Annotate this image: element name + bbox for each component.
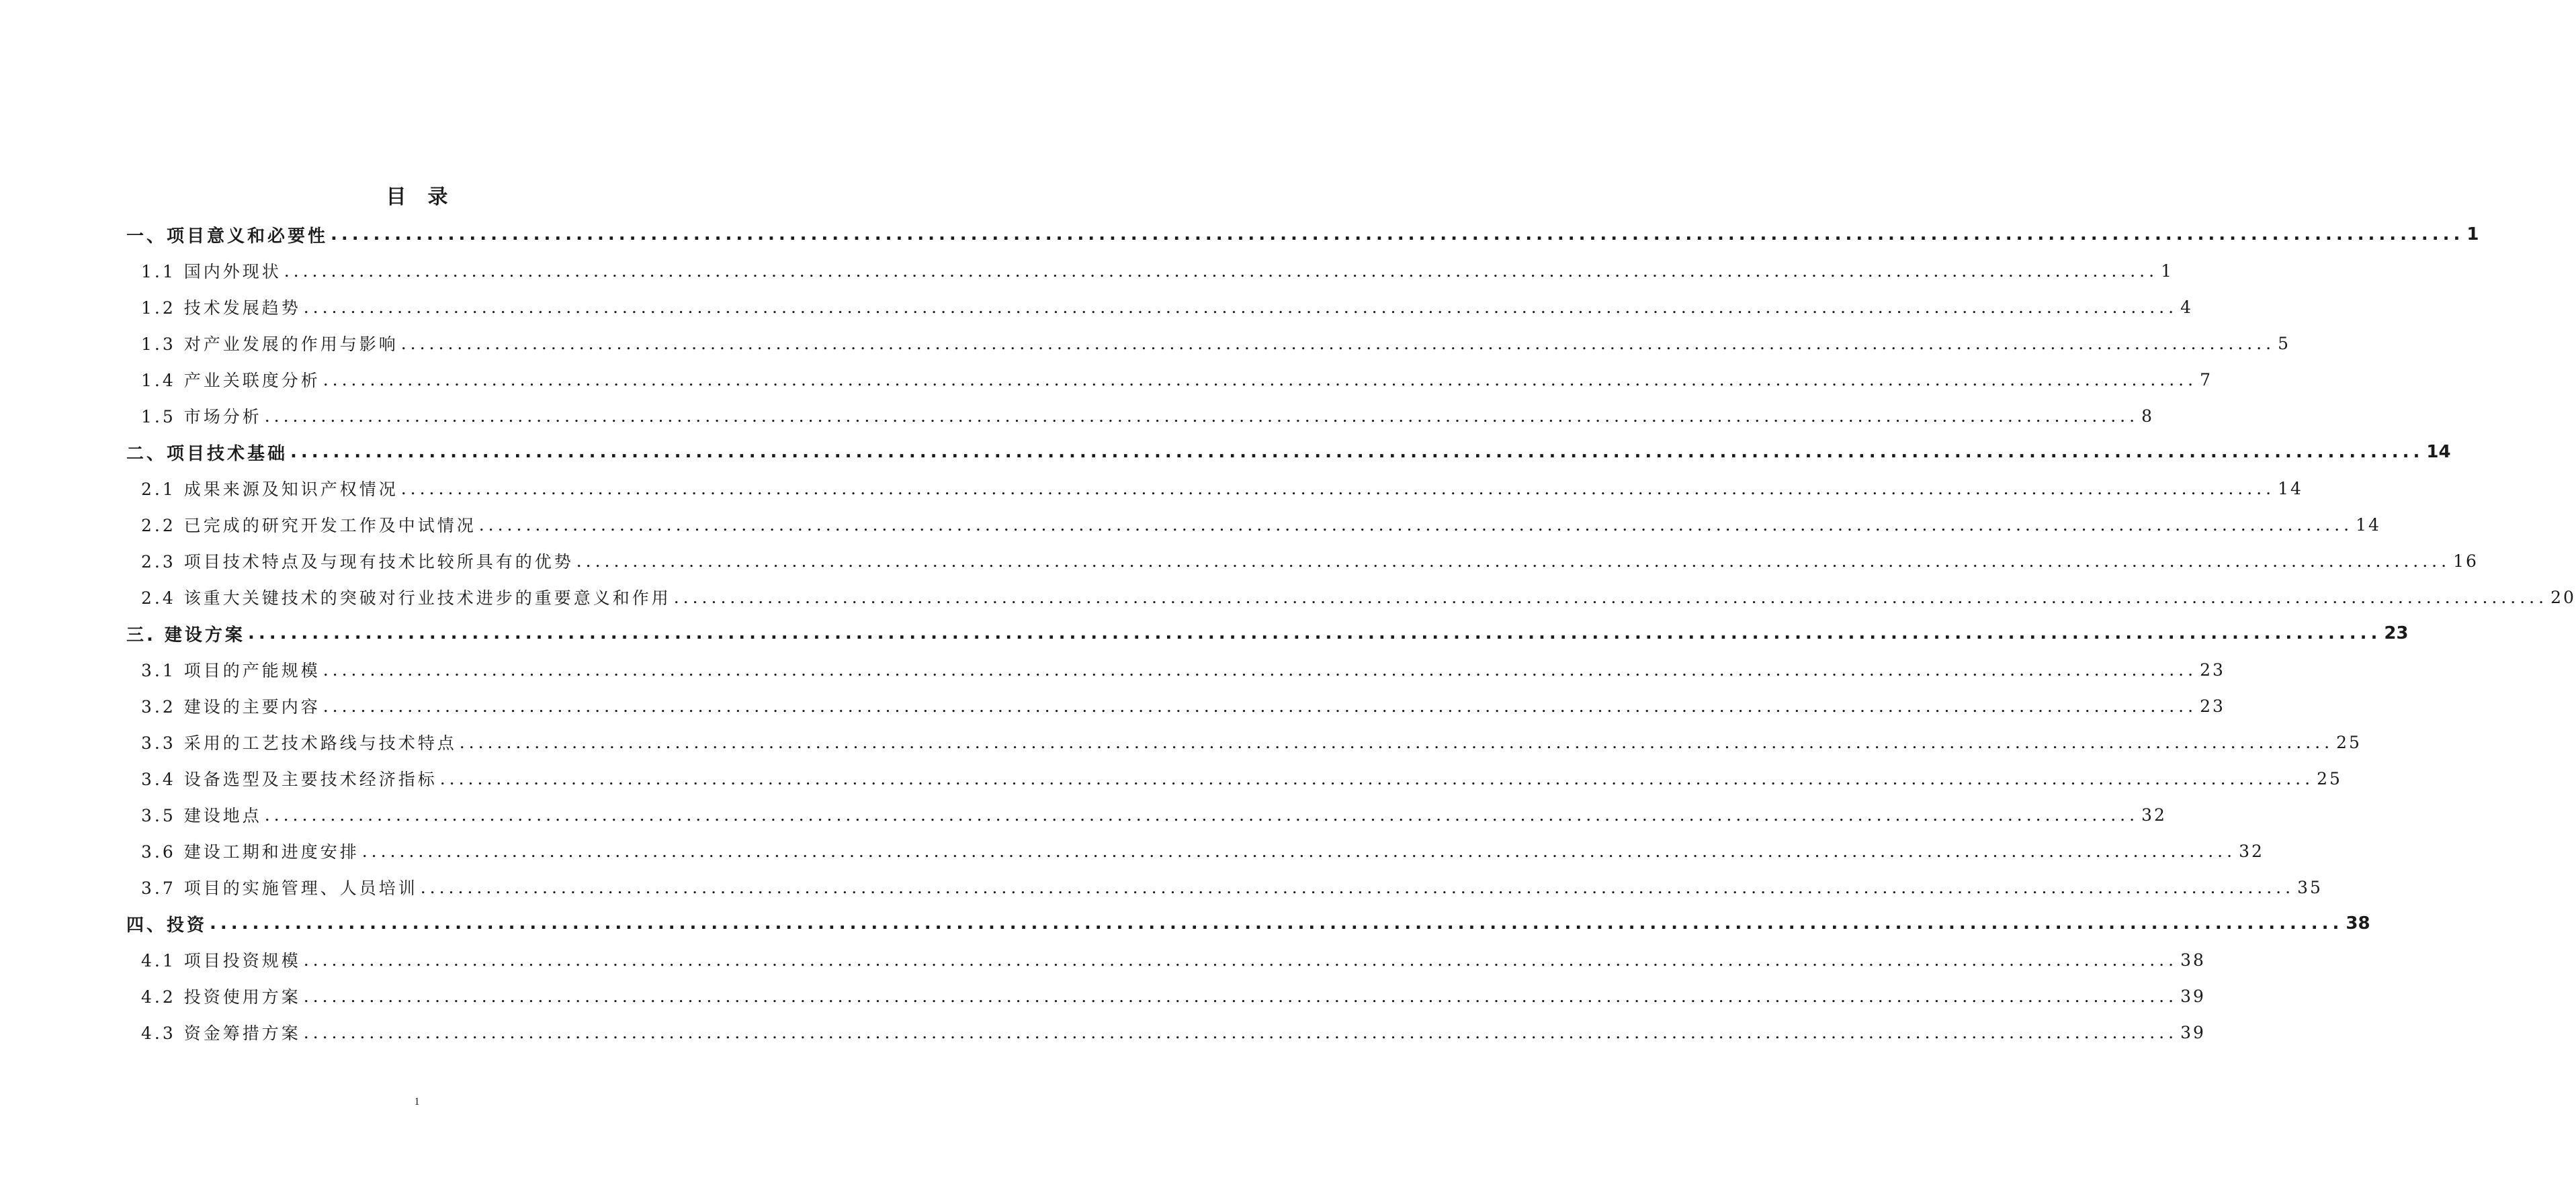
toc-title: 目录 [386,185,470,209]
table-of-contents [126,216,2576,1050]
toc-entry-page: 38 [2343,913,2370,934]
toc-dot-leader: ........................................................................................................................................................................................................ [264,406,2139,426]
toc-section-entry[interactable] [126,398,2154,434]
toc-entry-page: 14 [2423,442,2450,462]
toc-section-entry[interactable] [126,833,2264,869]
page-number: 1 [414,1096,420,1107]
toc-entry-page: 23 [2197,696,2225,716]
toc-dot-leader: ........................................................................................................................................................................................................ [361,841,2237,861]
toc-entry-page: 32 [2236,842,2264,861]
toc-entry-label: 2.3 项目技术特点及与现有技术比较所具有的优势 [141,549,576,573]
toc-entry-page: 4 [2178,298,2193,317]
toc-section-entry[interactable] [126,253,2174,289]
toc-dot-leader: ........................................................................................................................................................................................................ [478,514,2354,535]
toc-section-entry[interactable] [126,361,2213,398]
toc-entry-page: 1 [2158,261,2174,281]
toc-dot-leader: ........................................................................................................................................................................................................ [290,442,2424,462]
toc-entry-label: 一、项目意义和必要性 [126,222,331,247]
toc-entry-label: 1.1 国内外现状 [141,259,284,283]
toc-section-entry[interactable] [126,978,2206,1014]
toc-entry-label: 3.4 设备选型及主要技术经济指标 [141,766,440,790]
toc-section-entry[interactable] [126,797,2167,833]
toc-entry-page: 16 [2450,551,2479,571]
toc-entry-page: 8 [2139,406,2154,426]
toc-entry-label: 1.2 技术发展趋势 [141,295,304,319]
toc-entry-label: 2.4 该重大关键技术的突破对行业技术进步的重要意义和作用 [141,585,674,609]
toc-entry-label: 3.5 建设地点 [141,803,265,827]
toc-dot-leader: ........................................................................................................................................................................................................ [459,732,2334,752]
toc-dot-leader: ........................................................................................................................................................................................................ [303,950,2178,970]
toc-entry-page: 7 [2197,370,2213,390]
toc-dot-leader: ........................................................................................................................................................................................................ [323,696,2198,716]
toc-dot-leader: ........................................................................................................................................................................................................ [323,660,2198,680]
toc-entry-label: 3.1 项目的产能规模 [141,658,323,682]
toc-section-entry[interactable] [126,470,2303,506]
toc-dot-leader: ........................................................................................................................................................................................................ [247,623,2382,643]
toc-entry-label: 3.7 项目的实施管理、人员培训 [141,875,421,899]
toc-entry-label: 二、项目技术基础 [126,440,290,465]
toc-entry-label: 4.3 资金筹措方案 [141,1020,304,1044]
toc-entry-page: 25 [2314,769,2342,788]
toc-entry-label: 1.4 产业关联度分析 [141,367,323,392]
toc-entry-label: 1.3 对产业发展的作用与影响 [141,331,401,355]
toc-entry-page: 25 [2333,733,2362,752]
toc-dot-leader: ........................................................................................................................................................................................................ [303,297,2178,317]
toc-dot-leader: ........................................................................................................................................................................................................ [210,913,2344,934]
toc-section-entry[interactable] [126,869,2323,905]
toc-dot-leader: ........................................................................................................................................................................................................ [323,369,2198,390]
toc-entry-page: 32 [2139,805,2167,825]
toc-dot-leader: ........................................................................................................................................................................................................ [331,224,2464,244]
toc-section-entry[interactable] [126,506,2381,543]
toc-entry-page: 35 [2294,878,2323,897]
toc-entry-page: 23 [2197,660,2225,680]
toc-entry-page: 38 [2178,950,2206,970]
toc-dot-leader: ........................................................................................................................................................................................................ [576,551,2451,571]
toc-chapter-entry[interactable] [126,615,2409,651]
toc-entry-page: 39 [2178,1023,2206,1042]
toc-entry-label: 2.1 成果来源及知识产权情况 [141,476,401,500]
toc-entry-page: 5 [2275,334,2290,353]
toc-entry-label: 4.2 投资使用方案 [141,984,304,1008]
toc-entry-page: 23 [2381,623,2408,643]
toc-section-entry[interactable] [126,543,2479,579]
toc-chapter-entry[interactable] [126,905,2370,942]
toc-chapter-entry[interactable] [126,434,2451,470]
toc-entry-label: 3.6 建设工期和进度安排 [141,839,362,863]
toc-entry-page: 39 [2178,987,2206,1006]
toc-dot-leader: ........................................................................................................................................................................................................ [439,768,2315,788]
toc-section-entry[interactable] [126,579,2576,615]
toc-chapter-entry[interactable] [126,216,2479,253]
toc-section-entry[interactable] [126,724,2362,760]
toc-entry-label: 三. 建设方案 [126,621,248,646]
toc-dot-leader: ........................................................................................................................................................................................................ [400,478,2276,498]
toc-entry-page: 1 [2464,224,2479,244]
toc-entry-label: 四、投资 [126,911,210,936]
toc-entry-label: 4.1 项目投资规模 [141,948,304,972]
toc-section-entry[interactable] [126,289,2193,325]
toc-entry-page: 14 [2353,515,2381,535]
toc-section-entry[interactable] [126,325,2290,361]
toc-section-entry[interactable] [126,651,2225,688]
toc-dot-leader: ........................................................................................................................................................................................................ [303,986,2178,1006]
toc-section-entry[interactable] [126,1014,2206,1050]
toc-entry-label: 1.5 市场分析 [141,404,265,428]
toc-entry-page: 14 [2275,479,2303,498]
toc-dot-leader: ........................................................................................................................................................................................................ [284,261,2159,281]
toc-section-entry[interactable] [126,942,2206,978]
toc-entry-label: 2.2 已完成的研究开发工作及中试情况 [141,512,479,537]
toc-dot-leader: ........................................................................................................................................................................................................ [400,333,2276,353]
toc-entry-page: 20 [2548,588,2576,607]
toc-section-entry[interactable] [126,760,2342,797]
toc-dot-leader: ........................................................................................................................................................................................................ [264,805,2139,825]
toc-entry-label: 3.2 建设的主要内容 [141,694,323,718]
toc-entry-label: 3.3 采用的工艺技术路线与技术特点 [141,730,460,754]
toc-section-entry[interactable] [126,688,2225,724]
toc-dot-leader: ........................................................................................................................................................................................................ [420,877,2295,897]
toc-dot-leader: ........................................................................................................................................................................................................ [303,1022,2178,1042]
toc-dot-leader: ........................................................................................................................................................................................................ [673,587,2548,607]
